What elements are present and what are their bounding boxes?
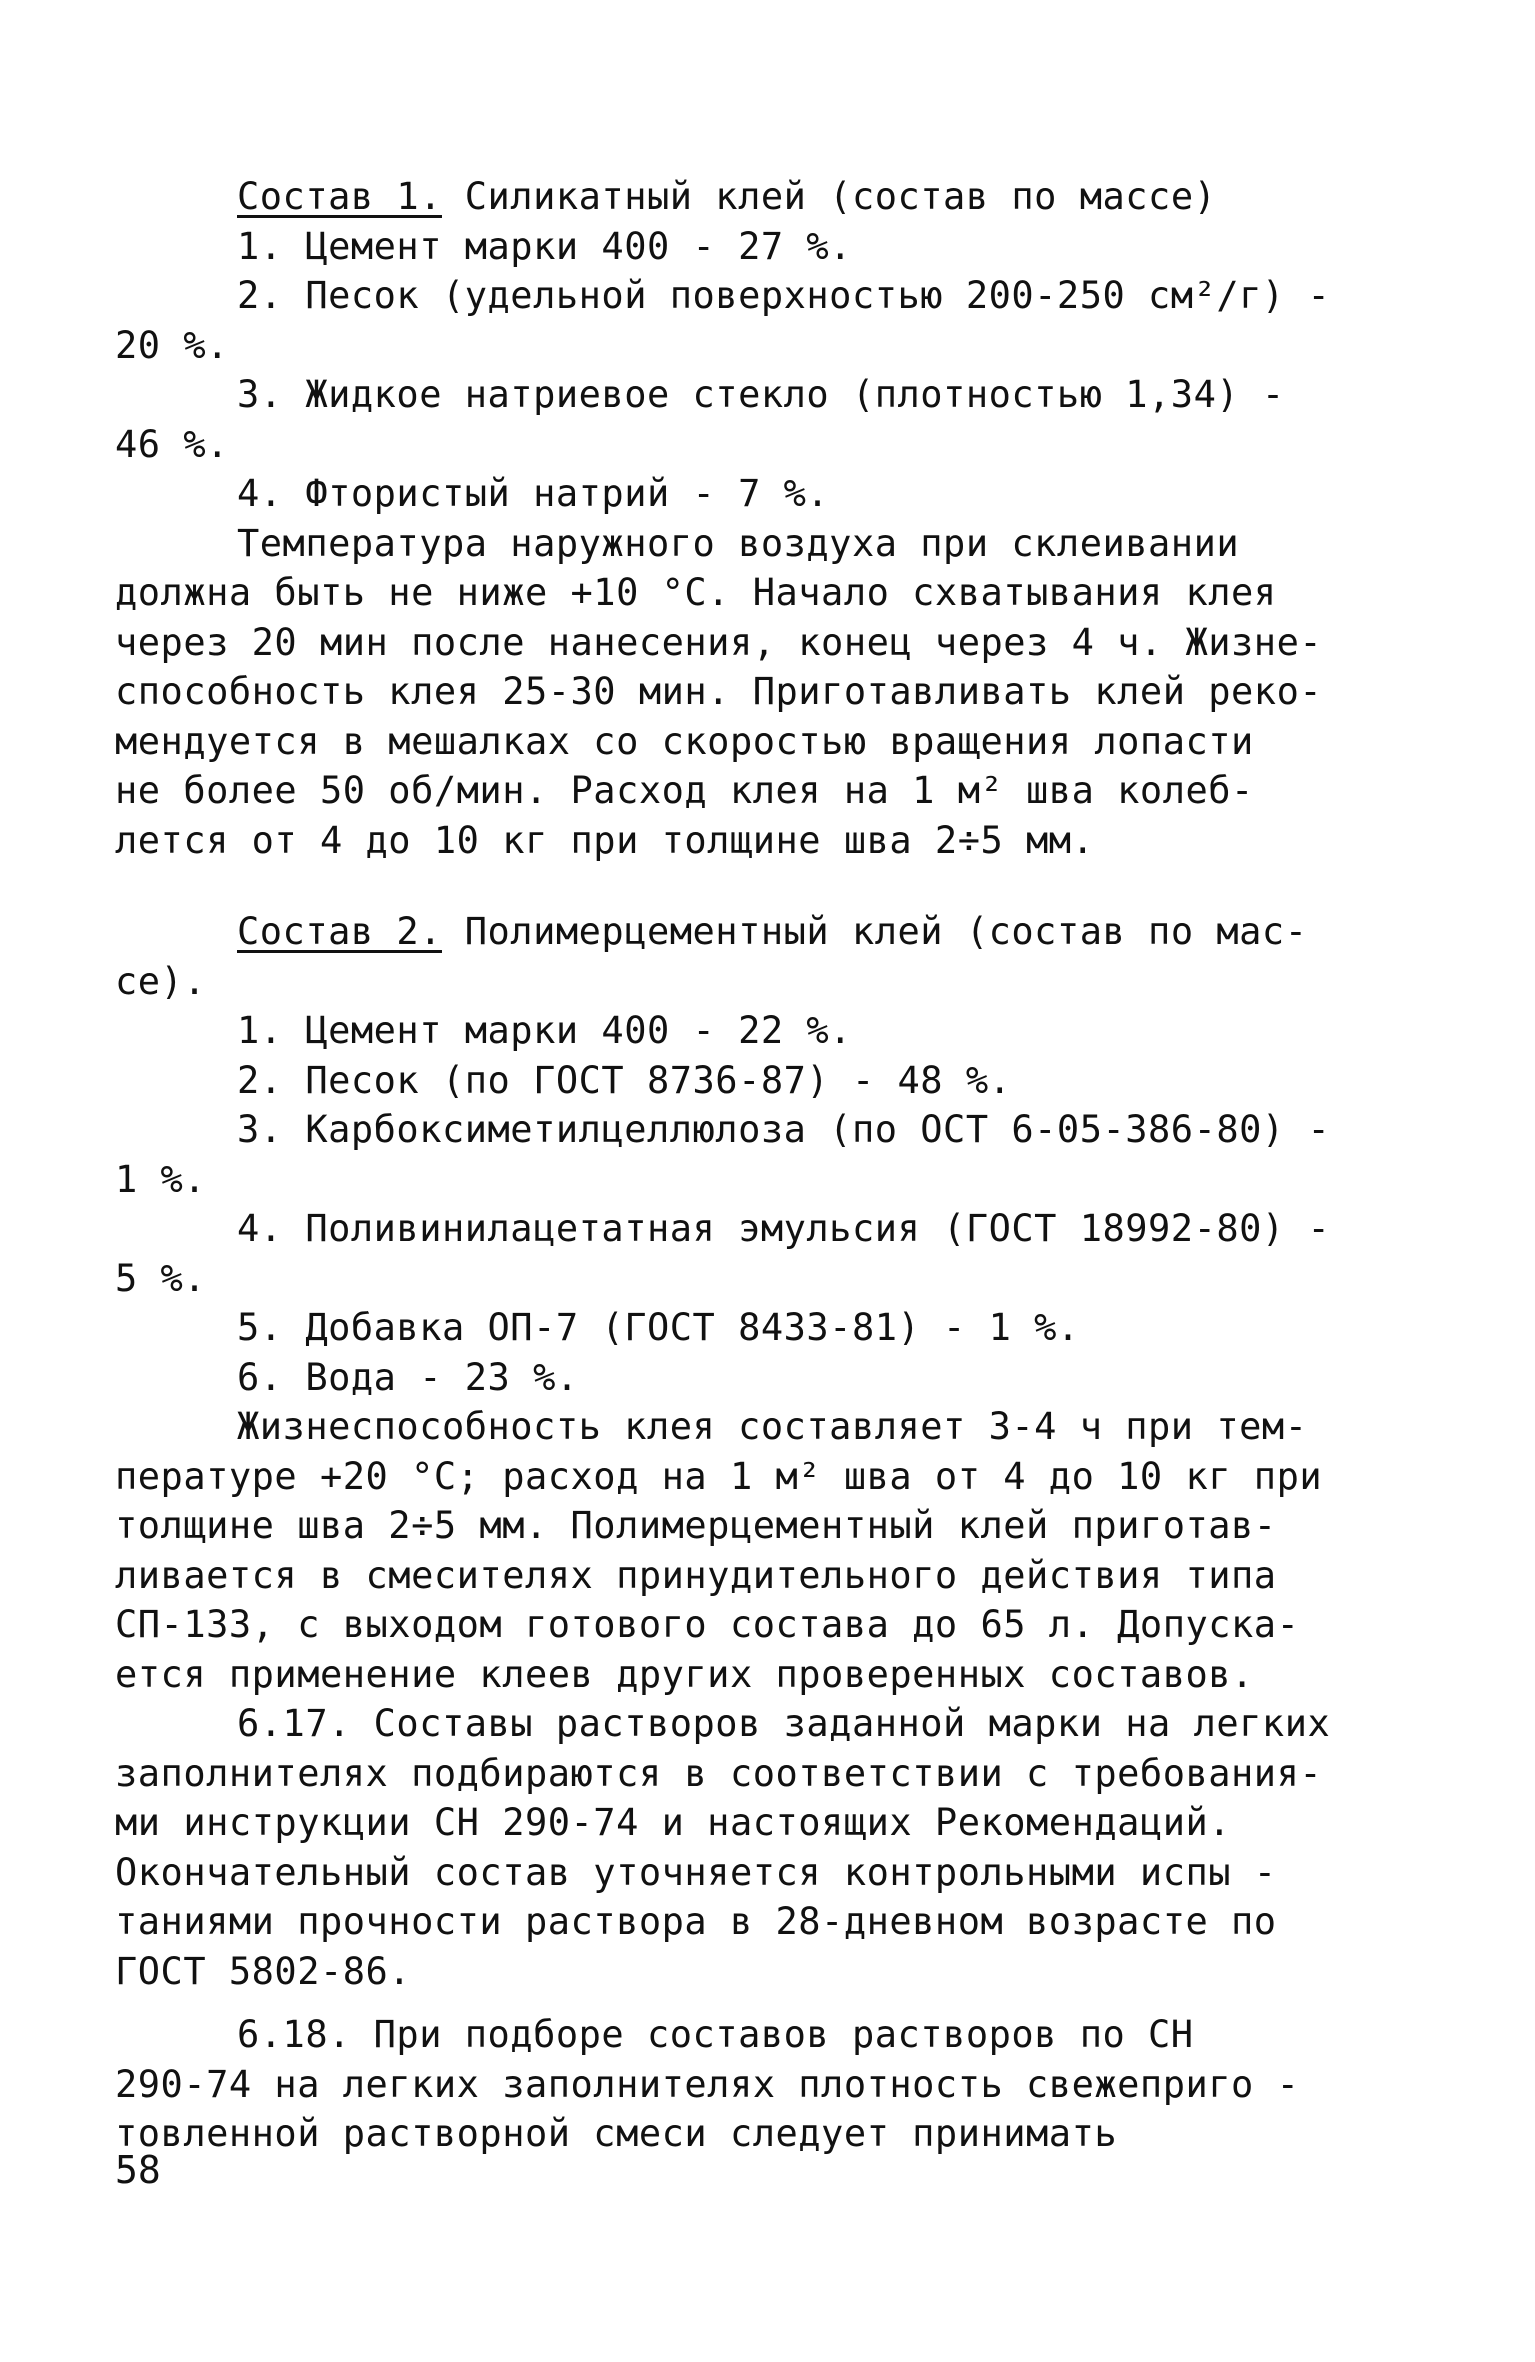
list-item-cont — [115, 420, 1425, 470]
paragraph-line — [115, 1600, 1425, 1650]
text-line: через 20 мин после нанесения, конец через 4 ч. Жизне- — [115, 620, 1323, 664]
document-body — [115, 172, 1425, 2159]
text-line: 1 %. — [115, 1157, 207, 1201]
text-line: способность клея 25-30 мин. Приготавливать клей реко- — [115, 670, 1323, 713]
text-line: заполнителях подбираются в соответствии с требования- — [115, 1751, 1323, 1795]
text-line: Температура наружного воздуха при склеивании — [237, 521, 1240, 565]
paragraph-line — [115, 1699, 1425, 1749]
text-line: 6.17. Составы растворов заданной марки на легких — [237, 1702, 1331, 1745]
text-line: 3. Жидкое натриевое стекло (плотностью 1,34) - — [237, 373, 1285, 416]
paragraph-line — [115, 1551, 1425, 1601]
text-line: ГОСТ 5802-86. — [115, 1949, 412, 1993]
paragraph-line — [115, 816, 1425, 866]
text-line: 2. Песок (удельной поверхностью 200-250 см²/г) - — [237, 274, 1331, 317]
paragraph-line — [115, 667, 1425, 717]
text-line: таниями прочности раствора в 28-дневном возрасте по — [115, 1900, 1277, 1943]
text-line: не более 50 об/мин. Расход клея на 1 м² шва колеб- — [115, 769, 1254, 812]
spacer — [115, 865, 1425, 907]
text-line: 46 %. — [115, 422, 229, 466]
text-line: 3. Карбоксиметилцеллюлоза (по ОСТ 6-05-386-80) - — [237, 1108, 1331, 1151]
paragraph-line — [115, 1650, 1425, 1700]
text-line: пературе +20 °С; расход на 1 м² шва от 4 до 10 кг при — [115, 1454, 1323, 1498]
section-label: Состав 2. — [237, 910, 442, 953]
paragraph-line — [115, 1452, 1425, 1502]
text-line: ми инструкции СН 290-74 и настоящих Рекомендаций. — [115, 1801, 1232, 1844]
text-line: се). — [115, 959, 207, 1003]
text-line: товленной растворной смеси следует принимать — [115, 2112, 1118, 2155]
text-line: ливается в смесителях принудительного действия типа — [115, 1553, 1277, 1597]
list-item — [115, 1353, 1425, 1403]
list-item — [115, 1006, 1425, 1056]
text-line: 6.18. При подборе составов растворов по СН — [237, 2013, 1194, 2056]
list-item — [115, 1056, 1425, 1106]
text-line: 5. Добавка ОП-7 (ГОСТ 8433-81) - 1 %. — [237, 1306, 1080, 1349]
paragraph-line — [115, 618, 1425, 668]
list-item-cont — [115, 321, 1425, 371]
text-line: СП-133, с выходом готового состава до 65 л. Допуска- — [115, 1603, 1300, 1646]
page-number: 58 — [115, 2148, 161, 2192]
text-line: мендуется в мешалках со скоростью вращения лопасти — [115, 719, 1254, 763]
list-item — [115, 1204, 1425, 1254]
list-item — [115, 370, 1425, 420]
spacer — [115, 1996, 1425, 2010]
text-line: 1. Цемент марки 400 - 27 %. — [237, 224, 852, 268]
text-line: Состав 2. Полимерцементный клей (состав по мас- — [237, 910, 1308, 953]
paragraph-line — [115, 1848, 1425, 1898]
text-line: лется от 4 до 10 кг при толщине шва 2÷5 мм. — [115, 818, 1095, 862]
list-item — [115, 469, 1425, 519]
text-line: Жизнеспособность клея составляет 3-4 ч при тем- — [237, 1405, 1308, 1448]
text-line: Окончательный состав уточняется контрольными испы - — [115, 1850, 1277, 1894]
text-line: должна быть не ниже +10 °С. Начало схватывания клея — [115, 571, 1277, 614]
paragraph-line — [115, 2060, 1425, 2110]
list-item — [115, 1105, 1425, 1155]
list-item-cont — [115, 1254, 1425, 1304]
paragraph-line — [115, 1897, 1425, 1947]
paragraph-line — [115, 2010, 1425, 2060]
paragraph-line — [115, 2109, 1425, 2159]
paragraph-line — [115, 717, 1425, 767]
text-line: 6. Вода - 23 %. — [237, 1355, 579, 1399]
section-1-heading — [115, 172, 1425, 222]
list-item — [115, 1303, 1425, 1353]
text-line: 4. Поливинилацетатная эмульсия (ГОСТ 18992-80) - — [237, 1207, 1331, 1250]
text-line: 2. Песок (по ГОСТ 8736-87) - 48 %. — [237, 1058, 1012, 1102]
paragraph-line — [115, 766, 1425, 816]
paragraph-line — [115, 568, 1425, 618]
text-line: 20 %. — [115, 323, 229, 367]
list-item-cont — [115, 1155, 1425, 1205]
text-line: толщине шва 2÷5 мм. Полимерцементный клей приготав- — [115, 1504, 1277, 1547]
section-label: Состав 1. — [237, 175, 442, 218]
paragraph-line — [115, 1798, 1425, 1848]
list-item — [115, 222, 1425, 272]
list-item — [115, 271, 1425, 321]
text-line: 1. Цемент марки 400 - 22 %. — [237, 1009, 852, 1052]
text-line: 4. Фтористый натрий - 7 %. — [237, 472, 830, 515]
text-line: ется применение клеев других проверенных составов. — [115, 1652, 1254, 1696]
paragraph-line — [115, 1402, 1425, 1452]
text-line: 5 %. — [115, 1256, 207, 1300]
paragraph-line — [115, 519, 1425, 569]
paragraph-line — [115, 1501, 1425, 1551]
paragraph-line — [115, 1947, 1425, 1997]
heading-cont — [115, 957, 1425, 1007]
paragraph-line — [115, 1749, 1425, 1799]
text-line: 290-74 на легких заполнителях плотность свежеприго - — [115, 2062, 1300, 2106]
text-line: Состав 1. Силикатный клей (состав по массе) — [237, 175, 1217, 218]
section-2-heading — [115, 907, 1425, 957]
